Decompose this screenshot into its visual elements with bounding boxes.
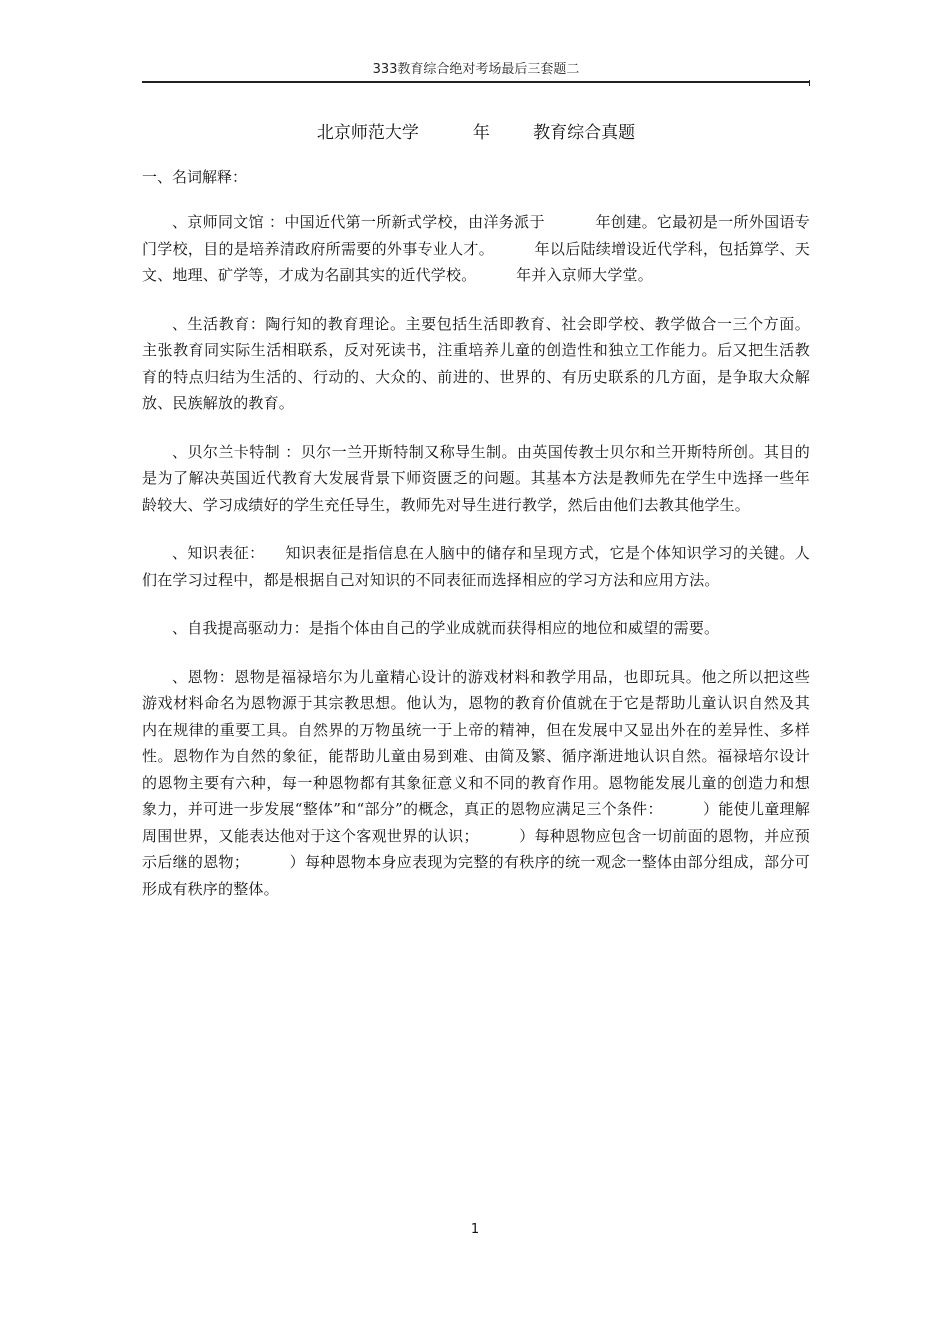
page-header-title: 333教育综合绝对考场最后三套题二 [372,62,580,77]
section-heading: 一、名词解释： [142,168,248,186]
entry-term: 、恩物： [172,667,235,686]
definition-entry-4 [142,540,810,593]
definition-entry-5 [142,615,810,642]
entry-text: 陶行知的教育理论。主要包括生活即教育、社会即学校、教学做合一三个方面。主张教育同实际生活相联系，反对死读书，注重培养儿童的创造性和独立工作能力。后又把生活教育的特点归结为生活的、行动的、大众的、前进的、世界的、有历史联系的几方面，是争取大众解放、民族解放的教育。 [142,314,810,412]
document-title: 北京师范大学 年 教育综合真题 [316,123,636,143]
definition-entry-2 [142,311,810,417]
header-divider-tick [809,80,810,86]
definition-entry-3 [142,439,810,519]
entry-term: 、京师同文馆 ： [172,213,285,231]
entry-text: 知识表征是指信息在人脑中的储存和呈现方式，它是个体知识学习的关键。人们在学习过程中，都是根据自己对知识的不同表征而选择相应的学习方法和应用方法。 [142,544,810,589]
entry-term: 、知识表征： [172,544,265,562]
page-number: 1 [470,1222,480,1237]
definition-list [142,209,810,924]
entry-term: 、生活教育： [172,314,266,333]
entry-text: 恩物是福禄培尔为儿童精心设计的游戏材料和教学用品，也即玩具。他之所以把这些游戏材料命名为恩物源于其宗教思想。他认为，恩物的教育价值就在于它是帮助儿童认识自然及其内在规律的重要工具。自然界的万物虽统一于上帝的精神，但在发展中又显出外在的差异性、多样性。恩物作为自然的象征，能帮助儿童由易到难、由简及繁、循序渐进地认识自然。福禄培尔设计的恩物主要有六种，每一种恩物都有其象征意义和不同的教育作用。恩物能发展儿童的创造力和想象力，并可进一步发展“整体”和“部分”的概念，真正的恩物应满足三个条件： ）能使儿童理解周围世界，又能表达他对于这个客观世界的认识； ）每种恩物应包含一切前面的恩物，并应预示后继的恩物； ）每种恩物本身应表现为完整的有秩序的统一观念一整体由部分组成，部分可形成有秩序的整体。 [142,667,810,898]
header-divider [142,81,810,83]
definition-entry-1 [142,209,810,289]
definition-entry-6 [142,664,810,903]
entry-text: 是指个体由自己的学业成就而获得相应的地位和威望的需要。 [308,619,720,637]
entry-term: 、贝尔兰卡特制 ： [172,442,301,461]
entry-text: 中国近代第一所新式学校，由洋务派于 年创建。它最初是一所外国语专门学校，目的是培养清政府所需要的外事专业人才。 年以后陆续增设近代学科，包括算学、天文、地理、矿学等，才成为名副其实的近代学校。 年并入京师大学堂。 [142,213,810,284]
entry-text: 贝尔一兰开斯特制又称导生制。由英国传教士贝尔和兰开斯特所创。其目的是为了解决英国近代教育大发展背景下师资匮乏的问题。其基本方法是教师先在学生中选择一些年龄较大、学习成绩好的学生充任导生，教师先对导生进行教学，然后由他们去教其他学生。 [142,442,810,514]
entry-term: 、自我提高驱动力： [172,619,309,637]
